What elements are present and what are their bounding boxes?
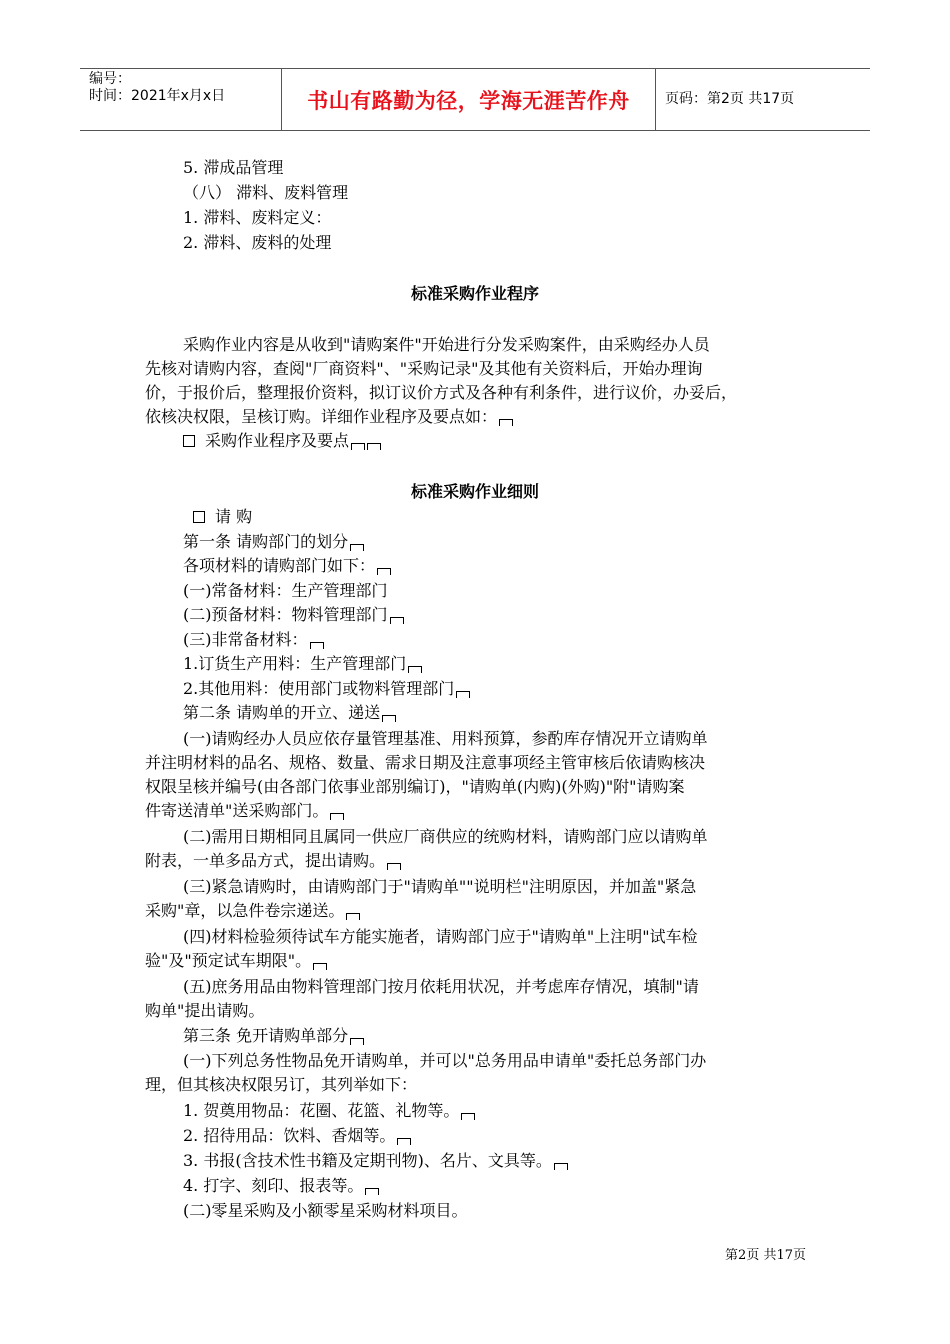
return-mark-icon [390, 617, 404, 624]
article-line: 2.其他用料：使用部门或物料管理部门 [183, 677, 470, 700]
return-mark-icon [313, 963, 327, 970]
return-mark-icon [351, 443, 365, 450]
article-line: 理，但其核决权限另订，其列举如下： [145, 1075, 418, 1094]
document-header [80, 68, 870, 131]
list-item: 2. 招待用品：饮料、香烟等。 [183, 1124, 411, 1147]
section-title: 标准采购作业细则 [410, 482, 539, 501]
return-mark-icon [554, 1163, 568, 1170]
section-title: 标准采购作业程序 [410, 284, 539, 303]
return-mark-icon [367, 443, 381, 450]
article-line: (五)庶务用品由物料管理部门按月依耗用状况，并考虑库存情况，填制"请 [183, 977, 699, 996]
bullet-item: 请 购 [193, 505, 252, 528]
list-item: 1. 贺奠用物品：花圈、花篮、礼物等。 [183, 1099, 475, 1122]
return-mark-icon [408, 666, 422, 673]
return-mark-icon [310, 642, 324, 649]
article-line: (二)需用日期相同且属同一供应厂商供应的统购材料，请购部门应以请购单 [183, 827, 708, 846]
header-page-cell [655, 69, 870, 130]
list-item: 4. 打字、刻印、报表等。 [183, 1174, 379, 1197]
paragraph-line: 采购作业内容是从收到"请购案件"开始进行分发采购案件，由采购经办人员 [183, 335, 710, 354]
article-line: (一)请购经办人员应依存量管理基准、用料预算，参酌库存情况开立请购单 [183, 729, 708, 748]
article-line: 验"及"预定试车期限"。 [145, 949, 327, 972]
header-motto-cell [281, 69, 656, 130]
paragraph-line: 依核决权限，呈核订购。详细作业程序及要点如： [145, 405, 513, 428]
article-line: (三)非常备材料： [183, 628, 324, 651]
list-item: (二)零星采购及小额零星采购材料项目。 [183, 1201, 468, 1220]
article-line: 各项材料的请购部门如下： [183, 554, 391, 577]
bullet-item: 采购作业程序及要点 [183, 429, 381, 452]
article-line: 权限呈核并编号(由各部门依事业部别编订)，"请购单(内购)(外购)"附"请购案 [145, 777, 685, 796]
article-line: (二)预备材料：物料管理部门 [183, 603, 404, 626]
motto-text: 书山有路勤为径，学海无涯苦作舟 [307, 88, 630, 113]
article-line: 第三条 免开请购单部分 [183, 1024, 364, 1047]
return-mark-icon [350, 1038, 364, 1045]
return-mark-icon [377, 568, 391, 575]
checkbox-square-icon [183, 435, 195, 447]
article-line: (四)材料检验须待试车方能实施者，请购部门应于"请购单"上注明"试车检 [183, 927, 698, 946]
return-mark-icon [461, 1113, 475, 1120]
return-mark-icon [330, 813, 344, 820]
date-text: 时间：2021年x月x日 [89, 88, 226, 104]
return-mark-icon [387, 863, 401, 870]
list-item: 3. 书报(含技术性书籍及定期刊物)、名片、文具等。 [183, 1149, 568, 1172]
article-line: 购单"提出请购。 [145, 1001, 265, 1020]
article-line: 件寄送清单"送采购部门。 [145, 799, 344, 822]
return-mark-icon [365, 1188, 379, 1195]
list-item: 2. 滞料、废料的处理 [183, 233, 332, 252]
article-line: 第一条 请购部门的划分 [183, 530, 364, 553]
article-line: (一)常备材料：生产管理部门 [183, 581, 388, 600]
list-item: 1. 滞料、废料定义： [183, 208, 332, 227]
return-mark-icon [397, 1138, 411, 1145]
page-code: 页码：第2页 共17页 [665, 91, 795, 107]
page-footer: 第2页 共17页 [725, 1248, 806, 1263]
serial-label: 编号： [89, 71, 131, 87]
header-meta [80, 69, 281, 130]
paragraph-line: 价，于报价后，整理报价资料，拟订议价方式及各种有利条件，进行议价，办妥后， [145, 383, 738, 402]
return-mark-icon [456, 691, 470, 698]
return-mark-icon [350, 544, 364, 551]
article-line: 1.订货生产用料：生产管理部门 [183, 652, 422, 675]
checkbox-square-icon [193, 511, 205, 523]
paragraph-line: 先核对请购内容，查阅"厂商资料"、"采购记录"及其他有关资料后，开始办理询 [145, 359, 703, 378]
article-line: 并注明材料的品名、规格、数量、需求日期及注意事项经主管审核后依请购核决 [145, 753, 706, 772]
article-line: 附表，一单多品方式，提出请购。 [145, 849, 401, 872]
return-mark-icon [499, 419, 513, 426]
return-mark-icon [346, 913, 360, 920]
return-mark-icon [382, 715, 396, 722]
article-line: 第二条 请购单的开立、递送 [183, 701, 396, 724]
article-line: 采购"章，以急件卷宗递送。 [145, 899, 360, 922]
article-line: (三)紧急请购时，由请购部门于"请购单""说明栏"注明原因，并加盖"紧急 [183, 877, 697, 896]
list-item: 5. 滞成品管理 [183, 158, 284, 177]
article-line: (一)下列总务性物品免开请购单，并可以"总务用品申请单"委托总务部门办 [183, 1051, 707, 1070]
list-item: （八） 滞料、废料管理 [183, 183, 349, 202]
